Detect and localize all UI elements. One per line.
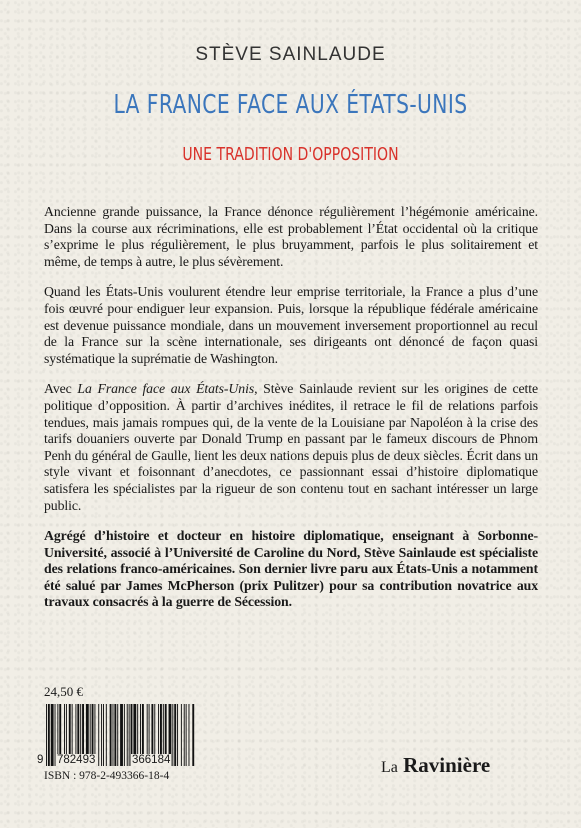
book-subtitle: UNE TRADITION D'OPPOSITION [182,144,399,165]
barcode-digits-group1: 782493 [57,754,96,766]
book-title: LA FRANCE FACE AUX ÉTATS-UNIS [113,90,468,120]
price: 24,50 € [44,684,83,699]
barcode-digit-first: 9 [37,754,44,766]
paragraph-history: Quand les États-Unis voulurent étendre leur emprise territoriale, la France a plus d’une fois œuvré pour endiguer leur expansion. Puis, lorsque la république fédérale américaine est devenue puissance mondiale, dans un mouvement inversement proportionnel au recul de la France sur la scène internationale, ses dirigeants ont dénoncé de façon quasi systématique la suprématie de Washington. [44,284,538,366]
isbn: ISBN : 978-2-493366-18-4 [44,770,170,782]
publisher-article: La [381,759,398,776]
summary-suffix: , Stève Sainlaude revient sur les origines de cette politique d’opposition. À partir d’archives inédites, il retrace le fil de relations parfois tendues, mais jamais rompues qui, de la vente de la Louisiane par Napoléon à la crise des tarifs douaniers ouverte par Donald Trump en passant par le fameux discours de Phnom Penh du général de Gaulle, lient les deux nations depuis plus de deux siècles. Écrit dans un style vivant et foisonnant d’anecdotes, ce passionnant essai d’histoire diplomatique satisfera les spécialistes par la rigueur de son contenu tout en sachant intéresser un large public. [44,381,538,513]
paragraph-intro: Ancienne grande puissance, la France dénonce régulièrement l’hégémonie américaine. Dans la course aux récriminations, elle est probablement l’État occidental où la critique s’exprime le plus régulièrement, le plus bruyamment, parfois le plus solitairement et même, de temps à autre, le plus sévèrement. [44,204,538,269]
author-bio: Agrégé d’histoire et docteur en histoire diplomatique, enseignant à Sorbonne-Université, associé à l’Université de Caroline du Nord, Stève Sainlaude est spécialiste des relations franco-américaines. Son dernier livre paru aux États-Unis a notamment été salué par James McPherson (prix Pulitzer) pour sa contribution novatrice aux travaux consacrés à la guerre de Sécession. [44,528,538,610]
summary-book-title: La France face aux États-Unis [77,381,255,397]
publisher-name: Ravinière [403,753,491,777]
back-cover-text [44,204,538,625]
barcode-digits-group2: 366184 [132,754,171,766]
paragraph-summary [44,381,538,514]
barcode-digits [36,750,206,772]
publisher-logo [381,753,490,778]
author-name: STÈVE SAINLAUDE [195,44,386,65]
summary-prefix: Avec [44,381,78,397]
